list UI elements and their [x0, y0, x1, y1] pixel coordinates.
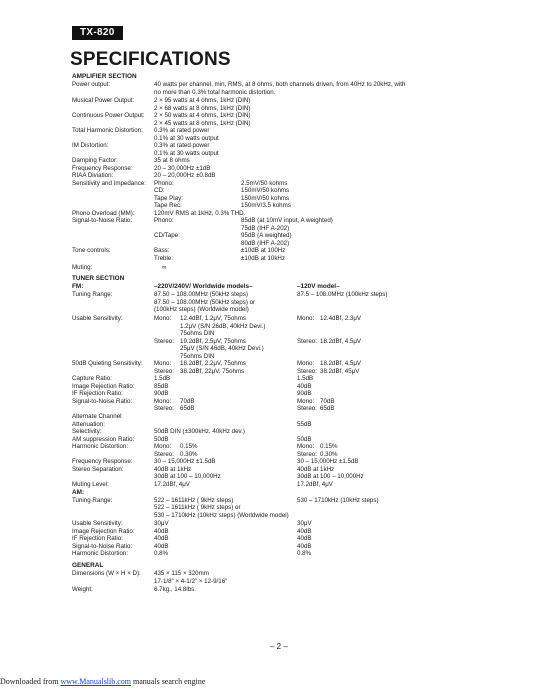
- spec-text: 530 – 1710kHz (10kHz steps) (Worldwide model): [154, 511, 289, 519]
- spec-text: 0.15%: [180, 443, 198, 450]
- spec-text: 65dB: [180, 405, 195, 412]
- spec-text: ±10dB at 100Hz: [241, 247, 286, 254]
- spec-text: Musical Power Output:: [72, 97, 135, 104]
- spec-text: Harmonic Distortion:: [72, 550, 129, 557]
- spec-text: 522 – 1611kHz ( 9kHz steps): [154, 496, 234, 504]
- spec-text: Dimensions (W × H × D):: [72, 570, 141, 577]
- spec-text: Total Harmonic Distortion:: [72, 127, 143, 134]
- spec-text: 40dB: [297, 527, 312, 535]
- spec-text: 20 – 30,000Hz ±1dB: [154, 164, 211, 172]
- section-heading: –120V model–: [297, 283, 340, 290]
- spec-text: Mono:: [154, 397, 172, 405]
- spec-text: Mono:: [297, 397, 315, 405]
- spec-text: Power output:: [72, 81, 111, 88]
- spec-text: Frequency Response:: [72, 458, 133, 465]
- section-heading: AMPLIFIER SECTION: [72, 73, 137, 80]
- spec-text: 87.50 – 108.00MHz (50kHz steps) or: [154, 298, 256, 306]
- spec-text: 25μV (S/N 46dB, 40kHz Devi.): [180, 345, 264, 352]
- spec-text: 17-1/8" × 4-1/2" × 12-9/16": [154, 577, 228, 585]
- spec-text: 0.1% at 30 watts output: [154, 149, 219, 157]
- spec-text: Image Rejection Ratio:: [72, 527, 135, 535]
- spec-text: 150mV/50 kohms: [241, 187, 290, 194]
- spec-text: 2 × 68 watts at 8 ohms, 1kHz (DIN): [154, 104, 251, 112]
- spec-text: Stereo:: [154, 367, 174, 375]
- spec-text: Tuning Range:: [72, 291, 113, 298]
- spec-text: 38.2dBf, 22μV, 75ohms: [180, 367, 245, 375]
- spec-text: 75ohms DIN: [180, 352, 215, 360]
- spec-text: Signal-to-Noise Ratio:: [72, 397, 133, 405]
- spec-text: AM suppression Ratio:: [72, 435, 135, 443]
- spec-text: 17.2dBf, 4μV: [154, 480, 190, 488]
- page-title: SPECIFICATIONS: [70, 49, 231, 70]
- spec-text: Phono Overload (MM):: [72, 209, 135, 217]
- spec-text: 50dB DIN (±300kHz, 40kHz dev.): [154, 428, 245, 435]
- spec-text: 150mV/3.5 kohms: [241, 202, 291, 209]
- spec-text: 12.4dBf, 1.2μV, 75ohms: [180, 315, 246, 322]
- spec-text: 19.2dBf, 2.5μV, 75ohms: [180, 337, 246, 345]
- spec-text: Phono:: [154, 179, 174, 187]
- spec-text: Tuning Range:: [72, 496, 113, 504]
- spec-text: RIAA Diviation:: [72, 172, 114, 179]
- spec-text: 38.2dBf, 45μV: [320, 367, 360, 375]
- section-heading: –220V/240V/ Worldwide models–: [154, 283, 253, 290]
- spec-text: 85dB (at 10mV input, A weighted): [241, 217, 333, 224]
- spec-text: 40 watts per channel, min, RMS, at 8 ohms, both channels driven, from 40Hz to 20kHz, with: [154, 81, 406, 88]
- spec-text: Tape Rec:: [154, 202, 182, 209]
- spec-text: 50dB: [297, 435, 312, 443]
- spec-text: 2 × 95 watts at 4 ohms, 1kHz (DIN): [154, 97, 251, 104]
- section-heading: FM:: [72, 283, 84, 290]
- spec-text: Tape Play:: [154, 194, 183, 202]
- spec-text: 6.7kg., 14.8lbs.: [154, 585, 196, 593]
- spec-text: 90dB: [297, 390, 312, 397]
- spec-text: Muting Level:: [72, 480, 109, 488]
- spec-text: Usable Sensitivity:: [72, 520, 123, 527]
- spec-text: IF Rejection Ratio:: [72, 390, 123, 397]
- spec-text: 12.4dBf, 2.3μV: [320, 315, 362, 322]
- spec-text: 40dB: [297, 382, 312, 390]
- spec-text: Damping Factor:: [72, 157, 118, 164]
- spec-text: 522 – 1611kHz ( 9kHz steps) or: [154, 504, 241, 511]
- spec-text: 40dB at 1kHz: [154, 465, 192, 473]
- spec-text: Harmonic Distortion:: [72, 443, 129, 450]
- spec-text: Muting:: [72, 264, 93, 271]
- spec-text: 17.2dBf, 4μV: [297, 480, 333, 488]
- spec-text: 40dB: [154, 535, 169, 542]
- spec-text: 75ohms DIN: [180, 330, 215, 337]
- page-number: – 2 –: [270, 642, 288, 651]
- spec-text: Capture Ratio:: [72, 375, 112, 382]
- spec-text: 80dB (IHF A-202): [241, 239, 290, 247]
- spec-text: 18.2dBf, 4.5μV: [320, 360, 362, 367]
- spec-text: 0.1% at 30 watts output: [154, 134, 219, 142]
- spec-text: Mono:: [154, 443, 172, 450]
- spec-text: 85dB: [154, 382, 169, 390]
- model-badge: TX-820: [72, 26, 123, 40]
- spec-text: Alternate Channel: [72, 413, 122, 420]
- spec-text: 1.2μV (S/N 26dB, 40kHz Devi.): [180, 322, 266, 330]
- spec-text: 2 × 50 watts at 4 ohms, 1kHz (DIN): [154, 112, 251, 119]
- spec-text: Stereo:: [154, 337, 174, 345]
- spec-text: 40dB at 1kHz: [297, 465, 335, 473]
- spec-text: 0.8%: [154, 550, 169, 557]
- spec-text: Stereo:: [297, 405, 317, 412]
- spec-text: Signal-to-Noise Ratio:: [72, 542, 133, 550]
- spec-text: 95dB (A weighted): [241, 232, 292, 239]
- spec-text: 530 – 1710kHz (10kHz steps): [297, 496, 379, 504]
- manualslib-link[interactable]: www.Manualslib.com: [60, 677, 132, 686]
- spec-text: 0.3% at rated power: [154, 142, 210, 149]
- spec-text: 90dB: [154, 390, 169, 397]
- spec-text: ±10dB at 10kHz: [241, 254, 285, 262]
- spec-text: 40dB: [297, 542, 312, 550]
- spec-text: Selectivity:: [72, 428, 102, 435]
- spec-text: Frequency Response:: [72, 164, 133, 172]
- spec-text: 70dB: [320, 397, 335, 405]
- spec-text: Mono:: [154, 315, 172, 322]
- spec-text: Tone controls:: [72, 247, 111, 254]
- spec-text: Stereo:: [154, 405, 174, 412]
- spec-text: 150mV/50 kohms: [241, 194, 290, 202]
- spec-text: 50dB: [154, 435, 169, 443]
- spec-text: 40dB: [154, 527, 169, 535]
- spec-text: 18.2dBf, 2.2μV, 75ohms: [180, 360, 246, 367]
- spec-text: Continuous Power Output:: [72, 112, 145, 119]
- spec-text: 65dB: [320, 405, 335, 412]
- spec-text: Stereo:: [154, 450, 174, 458]
- spec-text: Phono:: [154, 217, 174, 224]
- spec-text: Usable Sensitivity:: [72, 315, 123, 322]
- spec-text: 40dB: [297, 535, 312, 542]
- spec-text: 30 – 15,000Hz ±1.5dB: [297, 458, 359, 465]
- spec-text: 18.2dBf, 4.5μV: [320, 337, 362, 345]
- footer-prefix: Downloaded from: [0, 677, 61, 686]
- spec-text: Image Rejection Ratio:: [72, 382, 135, 390]
- spec-text: CD/Tape:: [154, 232, 180, 239]
- spec-text: 1.5dB: [297, 375, 314, 382]
- spec-text: 30 – 15,000Hz ±1.5dB: [154, 458, 216, 465]
- spec-text: IF Rejection Ratio:: [72, 535, 123, 542]
- spec-text: 55dB: [297, 420, 312, 428]
- spec-text: Mono:: [297, 360, 315, 367]
- spec-text: CD:: [154, 187, 165, 194]
- spec-text: Stereo:: [297, 450, 317, 458]
- spec-text: 0.3% at rated power: [154, 127, 210, 134]
- spec-text: Signal-to-Noise Ratio:: [72, 217, 133, 224]
- spec-text: 0.30%: [180, 450, 198, 458]
- spec-text: Sensitivity and Impedance:: [72, 179, 146, 187]
- section-heading: GENERAL: [72, 562, 104, 569]
- spec-text: Stereo:: [297, 367, 317, 375]
- spec-text: Bass:: [154, 247, 170, 254]
- spec-text: 40dB: [154, 542, 169, 550]
- spec-text: 30dB at 100 – 10,000Hz: [154, 473, 221, 480]
- spec-text: 2.5mV/50 kohms: [241, 179, 288, 187]
- spec-text: 30μV: [297, 520, 312, 527]
- spec-text: Treble:: [154, 254, 174, 262]
- spec-text: 35 at 8 ohms: [154, 157, 190, 164]
- download-footer: [0, 677, 205, 686]
- footer-suffix: manuals search engine: [131, 677, 206, 686]
- spec-text: Attenuation:: [72, 420, 106, 428]
- spec-text: Weight:: [72, 585, 93, 593]
- spec-text: 87.5 – 108.0MHz (100kHz steps): [297, 291, 388, 298]
- spec-text: 50dB Quieting Sensitivity:: [72, 360, 143, 367]
- spec-text: 30dB at 100 – 10,000Hz: [297, 473, 364, 480]
- section-heading: TUNER SECTION: [72, 275, 125, 282]
- spec-text: 75dB (IHF A-202): [241, 224, 290, 232]
- spec-text: (100kHz steps) (Worldwide model): [154, 306, 249, 313]
- spec-text: 70dB: [180, 397, 195, 405]
- spec-text: 30μV: [154, 520, 169, 527]
- spec-text: 435 × 115 × 320mm: [154, 570, 209, 577]
- spec-text: 0.15%: [320, 443, 338, 450]
- spec-text: ∞: [162, 264, 167, 271]
- spec-text: IM Distortion:: [72, 142, 109, 149]
- section-heading: AM:: [72, 489, 85, 496]
- spec-text: Stereo:: [297, 337, 317, 345]
- spec-text: 87.50 – 108.00MHz (50kHz steps): [154, 291, 248, 298]
- spec-text: 2 × 45 watts at 8 ohms, 1kHz (DIN): [154, 119, 251, 127]
- spec-text: Mono:: [154, 360, 172, 367]
- spec-text: 20 – 20,000Hz ±0.8dB: [154, 172, 216, 179]
- spec-text: Mono:: [297, 315, 315, 322]
- spec-text: Mono:: [297, 443, 315, 450]
- spec-text: Stereo Separation:: [72, 465, 124, 473]
- spec-text: 120mV RMS at 1kHz, 0.3% THD.: [154, 209, 246, 217]
- spec-text: 0.30%: [320, 450, 338, 458]
- spec-text: 1.5dB: [154, 375, 171, 382]
- spec-text: 0.8%: [297, 550, 312, 557]
- spec-text: no more than 0.3% total harmonic distortion.: [154, 88, 276, 96]
